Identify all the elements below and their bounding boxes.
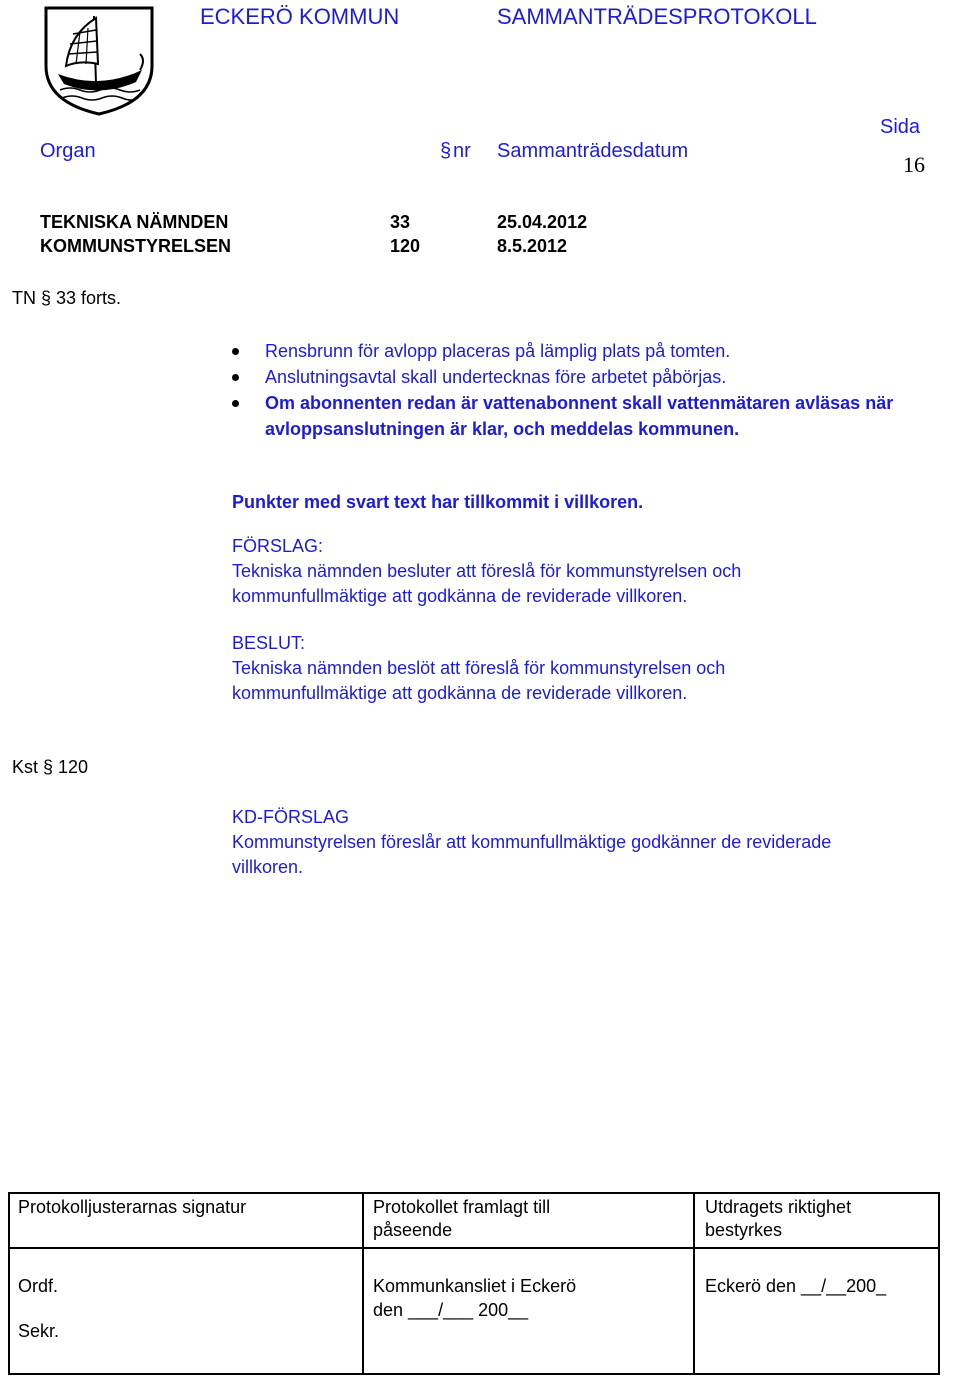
signature-column-header: Protokolljusterarnas signatur <box>18 1197 247 1217</box>
list-item: Om abonnenten redan är vattenabonnent skall vattenmätaren avläsas när avloppsanslutningen är klar, och meddelas kommunen. <box>232 390 912 442</box>
page-number: 16 <box>903 152 925 177</box>
kst-section-heading: Kst § 120 <box>12 757 89 777</box>
section-symbol: § <box>440 140 452 162</box>
date-column-label: Sammanträdesdatum <box>497 140 689 162</box>
secretary-label: Sekr. <box>18 1321 60 1341</box>
bullet-icon <box>232 374 239 381</box>
note-text: Punkter med svart text har tillkommit i villkoren. <box>232 492 644 512</box>
tn-section-heading: TN § 33 forts. <box>12 288 122 308</box>
posting-date-line: den ___/___ 200__ <box>373 1300 529 1320</box>
table-divider <box>10 1247 938 1249</box>
certification-column-header: Utdragets riktighet bestyrkes <box>705 1197 852 1240</box>
table-divider <box>693 1194 695 1373</box>
decision-label: BESLUT: <box>232 633 306 653</box>
page-column-label: Sida <box>880 116 921 138</box>
decision-text: Tekniska nämnden beslöt att föreslå för kommunstyrelsen och kommunfullmäktige att godkänna de reviderade villkoren. <box>232 658 726 703</box>
certification-date-line: Eckerö den __/__200_ <box>705 1276 887 1296</box>
proposal-label: FÖRSLAG: <box>232 536 324 556</box>
meta-nr-1: 33 <box>390 212 411 232</box>
coat-of-arms-logo <box>40 4 158 116</box>
organ-column-label: Organ <box>40 140 96 162</box>
posting-location: Kommunkansliet i Eckerö <box>373 1276 577 1296</box>
kd-proposal-text: Kommunstyrelsen föreslår att kommunfullmäktige godkänner de reviderade villkoren. <box>232 832 832 877</box>
document-type-title: SAMMANTRÄDESPROTOKOLL <box>497 4 817 29</box>
meta-date-2: 8.5.2012 <box>497 236 568 256</box>
meta-date-1: 25.04.2012 <box>497 212 588 232</box>
nr-column-label: nr <box>453 140 471 162</box>
list-item: Rensbrunn för avlopp placeras på lämplig plats på tomten. <box>232 338 912 364</box>
proposal-text: Tekniska nämnden besluter att föreslå för kommunstyrelsen och kommunfullmäktige att godkänna de reviderade villkoren. <box>232 561 742 606</box>
chairman-label: Ordf. <box>18 1276 59 1296</box>
bullet-icon <box>232 400 239 407</box>
bullet-icon <box>232 348 239 355</box>
signature-table <box>8 1192 940 1375</box>
meta-organ-1: TEKNISKA NÄMNDEN <box>40 212 229 232</box>
posting-column-header: Protokollet framlagt till påseende <box>373 1197 551 1240</box>
meta-organ-2: KOMMUNSTYRELSEN <box>40 236 232 256</box>
kd-proposal-label: KD-FÖRSLAG <box>232 807 350 827</box>
list-item: Anslutningsavtal skall undertecknas före arbetet påbörjas. <box>232 364 912 390</box>
municipality-title: ECKERÖ KOMMUN <box>200 4 400 29</box>
conditions-list <box>232 338 912 442</box>
table-divider <box>362 1194 364 1373</box>
meta-nr-2: 120 <box>390 236 421 256</box>
